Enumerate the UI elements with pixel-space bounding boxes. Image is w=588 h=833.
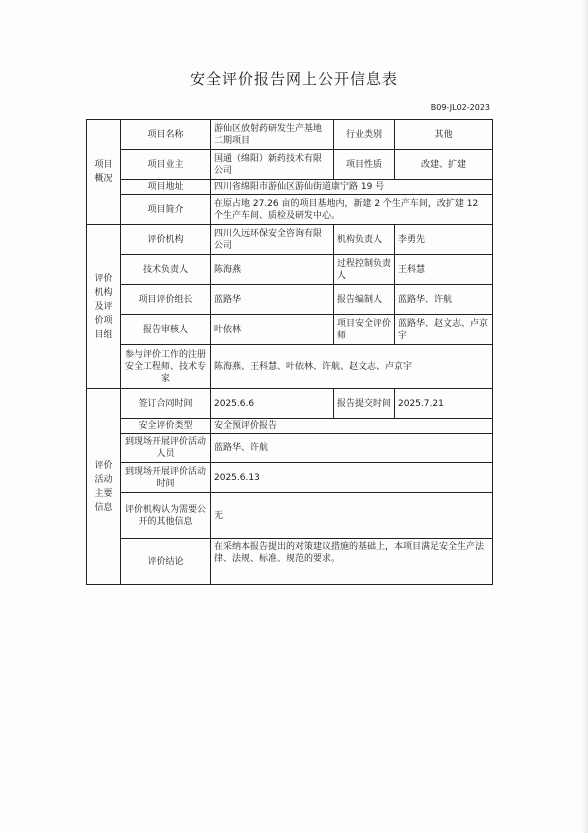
label-address: 项目地址 (121, 180, 211, 195)
value-owner: 国通（绵阳）新药技术有限公司 (211, 150, 334, 180)
table-row (87, 180, 493, 195)
label-nature: 项目性质 (334, 150, 395, 180)
table-row (87, 389, 493, 419)
label-submit-time: 报告提交时间 (334, 389, 395, 419)
label-engineers: 参与评价工作的注册安全工程师、技术专家 (121, 345, 211, 389)
section-heading-organization: 评价 机构 及评 价项 目组 (87, 225, 121, 389)
value-org-head: 李勇先 (395, 225, 493, 255)
value-industry: 其他 (395, 120, 493, 150)
document-number: B09-JL02-2023 (430, 103, 490, 112)
table-row (87, 150, 493, 180)
label-owner: 项目业主 (121, 150, 211, 180)
label-tech-head: 技术负责人 (121, 255, 211, 285)
label-report-writer: 报告编制人 (334, 285, 395, 315)
table-row (87, 315, 493, 345)
table-row (87, 285, 493, 315)
value-intro: 在原占地 27.26 亩的项目基地内，新建 2 个生产车间，改扩建 12 个生产车间、质检及研发中心。 (211, 195, 493, 225)
label-team-leader: 项目评价组长 (121, 285, 211, 315)
table-row (87, 120, 493, 150)
table-row (87, 345, 493, 389)
table-row (87, 463, 493, 493)
value-project-name: 游仙区放射药研发生产基地二期项目 (211, 120, 334, 150)
page-edge-shadow (582, 0, 588, 833)
value-process-head: 王科慧 (395, 255, 493, 285)
label-onsite-time: 到现场开展评价活动时间 (121, 463, 211, 493)
value-tech-head: 陈海燕 (211, 255, 334, 285)
label-intro: 项目简介 (121, 195, 211, 225)
value-address: 四川省绵阳市游仙区游仙街道康宁路 19 号 (211, 180, 493, 195)
label-project-name: 项目名称 (121, 120, 211, 150)
value-contract-time: 2025.6.6 (211, 389, 334, 419)
value-evaluator: 蓝路华、赵文志、卢京宇 (395, 315, 493, 345)
info-table (86, 119, 493, 585)
value-other-info: 无 (211, 493, 493, 539)
value-nature: 改建、扩建 (395, 150, 493, 180)
label-org: 评价机构 (121, 225, 211, 255)
value-submit-time: 2025.7.21 (395, 389, 493, 419)
section-heading-activity: 评价 活动 主要 信息 (87, 389, 121, 585)
label-conclusion: 评价结论 (121, 539, 211, 585)
label-industry: 行业类别 (334, 120, 395, 150)
table-row (87, 225, 493, 255)
table-row (87, 419, 493, 434)
label-process-head: 过程控制负责人 (334, 255, 395, 285)
table-row (87, 493, 493, 539)
table-row (87, 255, 493, 285)
value-eval-type: 安全预评价报告 (211, 419, 493, 434)
section-heading-overview: 项目 概况 (87, 120, 121, 225)
label-contract-time: 签订合同时间 (121, 389, 211, 419)
table-row (87, 434, 493, 463)
value-team-leader: 蓝路华 (211, 285, 334, 315)
value-reviewer: 叶依林 (211, 315, 334, 345)
value-conclusion: 在采纳本报告提出的对策建议措施的基础上，本项目满足安全生产法律、法规、标准、规范的要求。 (211, 539, 493, 585)
table-row (87, 195, 493, 225)
document-title: 安全评价报告网上公开信息表 (189, 70, 398, 88)
label-onsite-staff: 到现场开展评价活动人员 (121, 434, 211, 463)
value-onsite-time: 2025.6.13 (211, 463, 493, 493)
label-evaluator: 项目安全评价师 (334, 315, 395, 345)
value-engineers: 陈海燕、王科慧、叶依林、许航、赵文志、卢京宇 (211, 345, 493, 389)
label-other-info: 评价机构认为需要公开的其他信息 (121, 493, 211, 539)
table-row (87, 539, 493, 585)
value-report-writer: 蓝路华、许航 (395, 285, 493, 315)
value-onsite-staff: 蓝路华、许航 (211, 434, 493, 463)
value-org: 四川久远环保安全咨询有限公司 (211, 225, 334, 255)
label-reviewer: 报告审核人 (121, 315, 211, 345)
label-eval-type: 安全评价类型 (121, 419, 211, 434)
label-org-head: 机构负责人 (334, 225, 395, 255)
